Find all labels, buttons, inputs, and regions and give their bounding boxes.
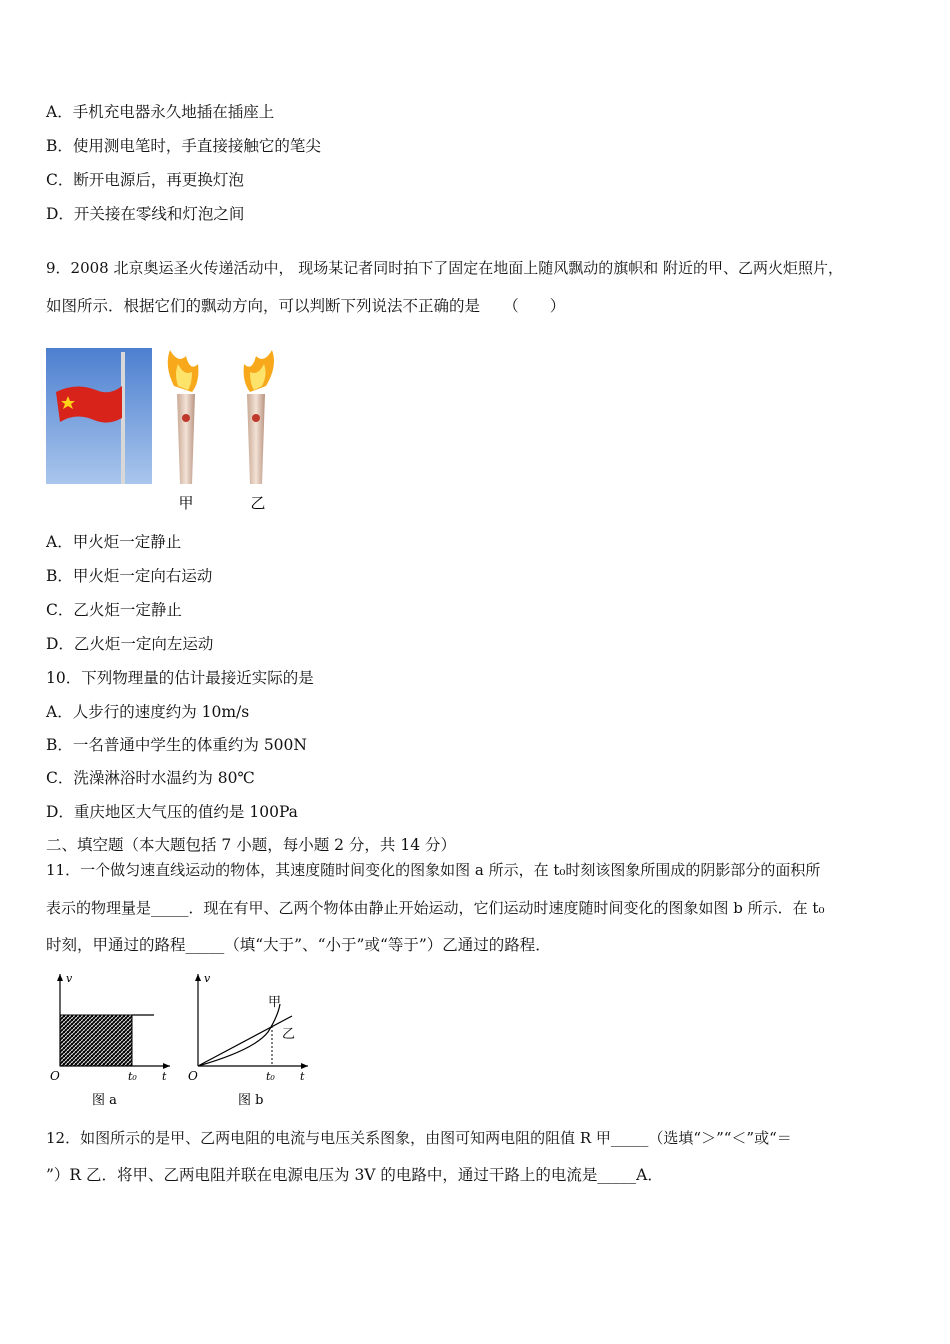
q9-option-d: D．乙火炬一定向左运动	[46, 635, 214, 653]
svg-text:t: t	[300, 1070, 305, 1083]
graph-b-label-yi: 乙	[282, 1027, 296, 1042]
torch-label-jia: 甲	[178, 494, 194, 512]
q8-option-c: C．断开电源后，再更换灯泡	[46, 171, 244, 189]
svg-text:O: O	[50, 1069, 60, 1083]
graph-b-label-jia: 甲	[268, 995, 282, 1010]
q8-option-b: B．使用测电笔时，手直接接触它的笔尖	[46, 137, 321, 155]
q9-option-b: B．甲火炬一定向右运动	[46, 567, 213, 585]
q12-stem-line2: ”）R 乙．将甲、乙两电阻并联在电源电压为 3V 的电路中，通过干路上的电流是_____A．	[46, 1166, 663, 1184]
q9-stem-line2: 如图所示．根据它们的飘动方向，可以判断下列说法不正确的是 （ ）	[46, 297, 566, 315]
svg-text:v: v	[204, 972, 211, 985]
torch-jia-icon	[168, 350, 199, 484]
q8-option-d: D．开关接在零线和灯泡之间	[46, 205, 245, 223]
graph-a	[50, 972, 170, 1108]
section-heading: 二、填空题（本大题包括 7 小题，每小题 2 分，共 14 分）	[46, 836, 457, 854]
svg-text:O: O	[188, 1069, 198, 1083]
q11-stem-line1: 11．一个做匀速直线运动的物体，其速度随时间变化的图象如图 a 所示，在 t₀时刻该图象所围成的阴影部分的面积所	[46, 861, 821, 879]
q9-stem-line1: 9．2008 北京奥运圣火传递活动中， 现场某记者同时拍下了固定在地面上随风飘动的旗帜和 附近的甲、乙两火炬照片，	[46, 259, 844, 277]
q9-option-a: A．甲火炬一定静止	[46, 533, 182, 551]
torch-yi-icon	[244, 350, 274, 484]
torch-label-yi: 乙	[250, 494, 266, 512]
q10-option-a: A．人步行的速度约为 10m/s	[46, 703, 250, 721]
svg-text:t₀: t₀	[266, 1070, 275, 1083]
svg-text:t: t	[162, 1070, 167, 1083]
graph-b	[188, 972, 308, 1108]
q10-option-b: B．一名普通中学生的体重约为 500N	[46, 736, 307, 754]
graph-b-curve-jia	[198, 1004, 280, 1066]
q11-stem-line3: 时刻，甲通过的路程_____（填“大于”、“小于”或“等于”）乙通过的路程．	[46, 936, 551, 954]
q12-stem-line1: 12．如图所示的是甲、乙两电阻的电流与电压关系图象，由图可知两电阻的阻值 R 甲_____（选填“＞”“＜”或“＝	[46, 1129, 792, 1147]
svg-text:t₀: t₀	[128, 1070, 137, 1083]
q9-option-c: C．乙火炬一定静止	[46, 601, 182, 619]
graph-b-caption: 图 b	[238, 1093, 264, 1108]
graph-a-shaded-area	[60, 1015, 132, 1066]
velocity-time-graphs	[46, 966, 326, 1112]
graph-a-caption: 图 a	[92, 1093, 117, 1108]
flag-photo	[46, 348, 152, 484]
q10-option-c: C．洗澡淋浴时水温约为 80℃	[46, 769, 255, 787]
svg-text:v: v	[66, 972, 73, 985]
q10-option-d: D．重庆地区大气压的值约是 100Pa	[46, 803, 298, 821]
flag-torch-figure	[46, 346, 296, 516]
q11-stem-line2: 表示的物理量是_____．现在有甲、乙两个物体由静止开始运动，它们运动时速度随时间变化的图象如图 b 所示．在 t₀	[46, 899, 825, 917]
graph-b-line-yi	[198, 1016, 292, 1066]
q10-stem: 10．下列物理量的估计最接近实际的是	[46, 669, 314, 687]
q8-option-a: A．手机充电器永久地插在插座上	[46, 103, 275, 121]
